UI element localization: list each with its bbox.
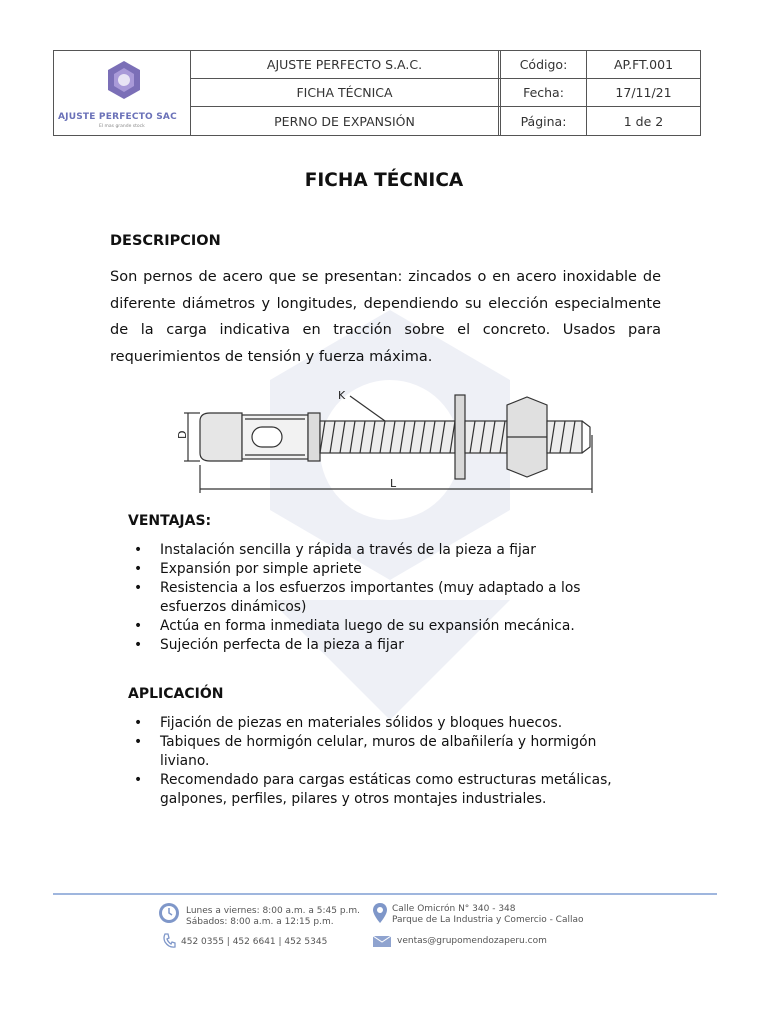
ventajas-heading: VENTAJAS: <box>128 513 212 529</box>
hours-line-2: Sábados: 8:00 a.m. a 12:15 p.m. <box>186 917 334 927</box>
clock-icon <box>158 902 180 924</box>
product-name: PERNO DE EXPANSIÓN <box>191 107 501 135</box>
label-d: D <box>176 430 189 439</box>
list-item: • Sujeción perfecta de la pieza a fijar <box>128 636 648 655</box>
brand-name: AJUSTE PERFECTO SAC <box>58 112 177 122</box>
code-value: AP.FT.001 <box>613 57 674 72</box>
description-text: Son pernos de acero que se presentan: zincados o en acero inoxidable de diferente diámetros y longitudes, dependiendo su elección especialmente de la carga indicativa en tracción sobre el concreto. Usados para requerimientos de tensión y fuerza máxima. <box>110 269 661 365</box>
email-address: ventas@grupomendozaperu.com <box>397 936 547 946</box>
mail-icon <box>373 936 391 947</box>
header-row-3 <box>191 107 700 135</box>
list-item: • Tabiques de hormigón celular, muros de albañilería y hormigón liviano. <box>128 733 648 771</box>
header-row-2 <box>191 79 700 107</box>
address-line-2: Parque de La Industria y Comercio - Callao <box>392 915 584 925</box>
doc-type: FICHA TÉCNICA <box>191 79 501 106</box>
page-value: 1 de 2 <box>623 113 664 129</box>
date-value: 17/11/21 <box>615 85 672 100</box>
header-row-1 <box>191 51 700 79</box>
bolt-drawing <box>170 385 600 495</box>
address-line-1: Calle Omicrón N° 340 - 348 <box>392 904 516 914</box>
hex-bolt-logo-icon <box>106 60 142 100</box>
ventajas-list <box>128 541 648 655</box>
company-logo <box>54 51 191 135</box>
list-item: • Actúa en forma inmediata luego de su expansión mecánica. <box>128 617 648 636</box>
label-k: K <box>338 389 346 402</box>
list-item: • Resistencia a los esfuerzos importantes (muy adaptado a los esfuerzos dinámicos) <box>128 579 648 617</box>
brand-tagline: El mas grande stock <box>99 124 145 129</box>
location-pin-icon <box>372 902 388 924</box>
list-item: • Recomendado para cargas estáticas como estructuras metálicas, galpones, perfiles, pilares y otros montajes industriales. <box>128 771 648 809</box>
label-l: L <box>390 477 397 490</box>
phone-icon <box>162 933 176 949</box>
page-label: Página: <box>501 107 587 135</box>
aplicacion-list <box>128 714 648 809</box>
phone-numbers: 452 0355 | 452 6641 | 452 5345 <box>181 937 328 947</box>
code-label: Código: <box>501 51 587 78</box>
description-heading: DESCRIPCION <box>110 233 221 249</box>
list-item: • Fijación de piezas en materiales sólidos y bloques huecos. <box>128 714 648 733</box>
footer-divider <box>53 893 717 895</box>
list-item: • Expansión por simple apriete <box>128 560 648 579</box>
page-title: FICHA TÉCNICA <box>304 170 464 191</box>
company-name: AJUSTE PERFECTO S.A.C. <box>191 51 501 78</box>
header-table <box>53 50 701 136</box>
list-item: • Instalación sencilla y rápida a través de la pieza a fijar <box>128 541 648 560</box>
aplicacion-heading: APLICACIÓN <box>128 686 224 702</box>
date-label: Fecha: <box>501 79 587 106</box>
hours-line-1: Lunes a viernes: 8:00 a.m. a 5:45 p.m. <box>186 906 361 916</box>
